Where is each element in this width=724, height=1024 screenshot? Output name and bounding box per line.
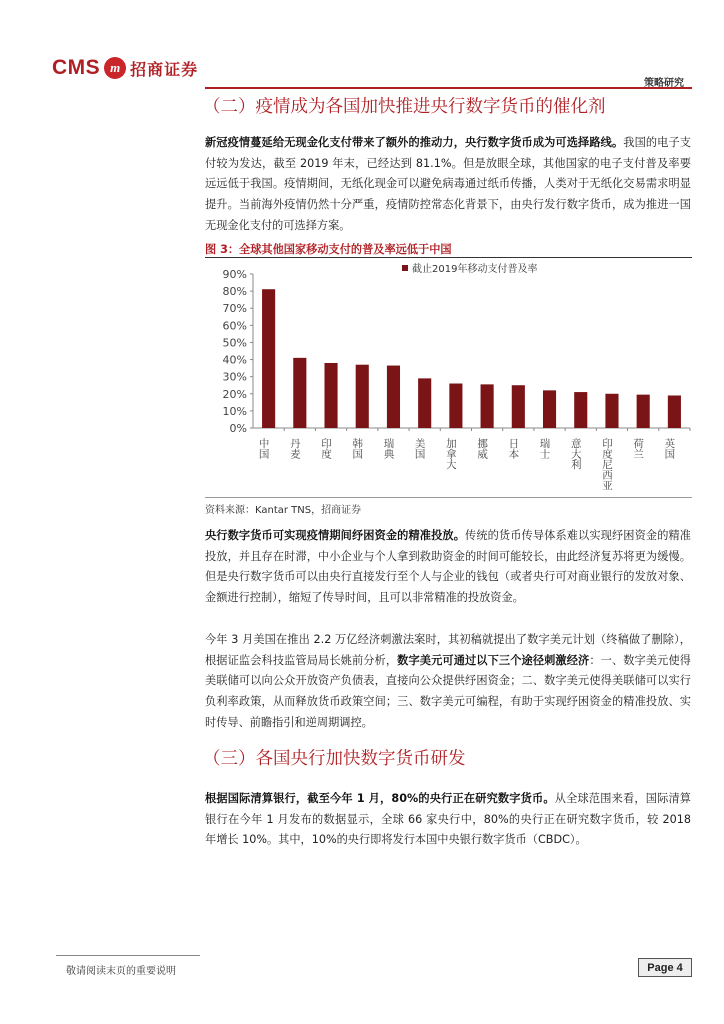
- bar: [418, 378, 431, 428]
- footer-divider: [56, 955, 200, 956]
- figure-title: 图 3：全球其他国家移动支付的普及率远低于中国: [205, 243, 452, 256]
- y-tick-label: 40%: [222, 353, 247, 367]
- y-tick-label: 90%: [222, 268, 247, 281]
- x-tick-label: 瑞士: [538, 438, 551, 459]
- x-tick-label: 中国: [257, 438, 270, 459]
- bar: [481, 384, 494, 428]
- bar-series: [262, 289, 681, 428]
- source-divider: [205, 497, 692, 498]
- paragraph-2-body: 传统的货币传导体系难以实现纾困资金的精准投放，并且存在时滞，中小企业与个人拿到救助资金的时间可能较长，由此经济复苏将更为缓慢。但是央行数字货币可以由央行直接发行至个人与企业的钱包（或者央行可对商业银行的发放对象、金额进行控制），缩短了传导时间，且可以非常精准的投放资金。: [205, 529, 691, 605]
- paragraph-1-lead: 新冠疫情蔓延给无现金化支付带来了额外的推动力，央行数字货币成为可选择路线。: [205, 136, 624, 149]
- y-tick-label: 0%: [229, 422, 247, 435]
- x-tick-label: 印度: [320, 438, 333, 459]
- bar: [543, 390, 556, 428]
- y-tick-label: 70%: [222, 302, 247, 316]
- paragraph-3-lead: 数字美元可通过以下三个途径刺激经济: [397, 653, 590, 667]
- x-tick-label: 丹麦: [288, 438, 301, 459]
- bar: [449, 384, 462, 428]
- bar: [356, 365, 369, 428]
- report-category: 策略研究: [644, 78, 684, 89]
- section-heading-3: （三）各国央行加快数字货币研发: [203, 749, 466, 769]
- legend-swatch: [402, 265, 408, 271]
- x-axis: [258, 428, 690, 491]
- paragraph-3: [205, 630, 691, 734]
- paragraph-1: [205, 133, 691, 237]
- x-tick-label: 瑞典: [382, 438, 395, 459]
- bar: [512, 385, 525, 428]
- bar-chart: [205, 258, 692, 496]
- bar: [262, 289, 275, 428]
- page-number: Page 4: [638, 958, 692, 977]
- y-tick-label: 60%: [222, 319, 247, 333]
- y-tick-label: 80%: [222, 285, 247, 299]
- header-divider: [205, 87, 692, 89]
- x-tick-label: 荷兰: [632, 438, 645, 459]
- bar: [324, 363, 337, 428]
- bar: [574, 392, 587, 428]
- x-tick-label: 意大利: [569, 438, 582, 470]
- x-tick-label: 韩国: [351, 438, 364, 459]
- logo-text: CMS: [52, 56, 101, 79]
- x-tick-label: 美国: [413, 438, 426, 459]
- y-tick-label: 30%: [222, 370, 247, 384]
- section-heading-2: （二）疫情成为各国加快推进央行数字货币的催化剂: [203, 97, 606, 117]
- x-tick-label: 加拿大: [444, 438, 457, 470]
- x-tick-label: 印度尼西亚: [600, 438, 613, 491]
- paragraph-3-intro: 今年 3 月美国在推出 2.2 万亿经济刺激法案时，其初稿就提出了数字美元计划（终稿做了删除），根据证监会科技监管局局长姚前分析，: [205, 633, 691, 667]
- bar: [605, 394, 618, 428]
- logo-mark-icon: m: [104, 57, 126, 79]
- paragraph-4: [205, 789, 691, 851]
- bar: [293, 358, 306, 428]
- figure-source: 资料来源：Kantar TNS，招商证券: [205, 505, 362, 516]
- bar: [387, 366, 400, 428]
- y-tick-label: 10%: [222, 404, 247, 418]
- legend-label: 截止2019年移动支付普及率: [412, 264, 538, 275]
- chart-legend: [402, 262, 537, 275]
- x-tick-label: 挪威: [476, 438, 489, 459]
- y-tick-label: 50%: [222, 336, 247, 350]
- paragraph-2-lead: 央行数字货币可实现疫情期间纾困资金的精准投放。: [205, 529, 466, 542]
- paragraph-3-body: ：一、数字美元使得美联储可以向公众开放资产负债表，直接向公众提供纾困资金；二、数字美元使得美联储可以实行负利率政策，从而释放货币政策空间；三、数字美元可编程，有助于实现纾困资金的精准投放、实时传导、前瞻指引和逆周期调控。: [205, 653, 691, 729]
- company-logo: [52, 55, 198, 81]
- paragraph-4-body: 从全球范围来看，国际清算银行在今年 1 月发布的数据显示，全球 66 家央行中，80%的央行正在研究数字货币，较 2018 年增长 10%。其中，10%的央行即将发行本国中央银行数字货币（CBDC）。: [205, 792, 691, 847]
- logo-company-name: 招商证券: [130, 59, 199, 79]
- paragraph-2: [205, 526, 691, 609]
- x-tick-label: 日本: [507, 438, 520, 459]
- paragraph-4-lead: 根据国际清算银行，截至今年 1 月，80%的央行正在研究数字货币。: [205, 792, 555, 805]
- footer-disclaimer: 敬请阅读末页的重要说明: [66, 966, 176, 977]
- y-tick-label: 20%: [222, 387, 247, 401]
- bar: [668, 395, 681, 428]
- paragraph-1-body: 我国的电子支付较为发达，截至 2019 年末，已经达到 81.1%。但是放眼全球，其他国家的电子支付普及率要远远低于我国。疫情期间，无纸化现金可以避免病毒通过纸币传播，人类对于无纸化交易需求明显提升。当前海外疫情仍然十分严重，疫情防控常态化背景下，由央行发行数字货币，成为推进一国无现金化支付的可选择方案。: [205, 136, 691, 232]
- x-tick-label: 英国: [663, 438, 676, 459]
- bar: [637, 395, 650, 428]
